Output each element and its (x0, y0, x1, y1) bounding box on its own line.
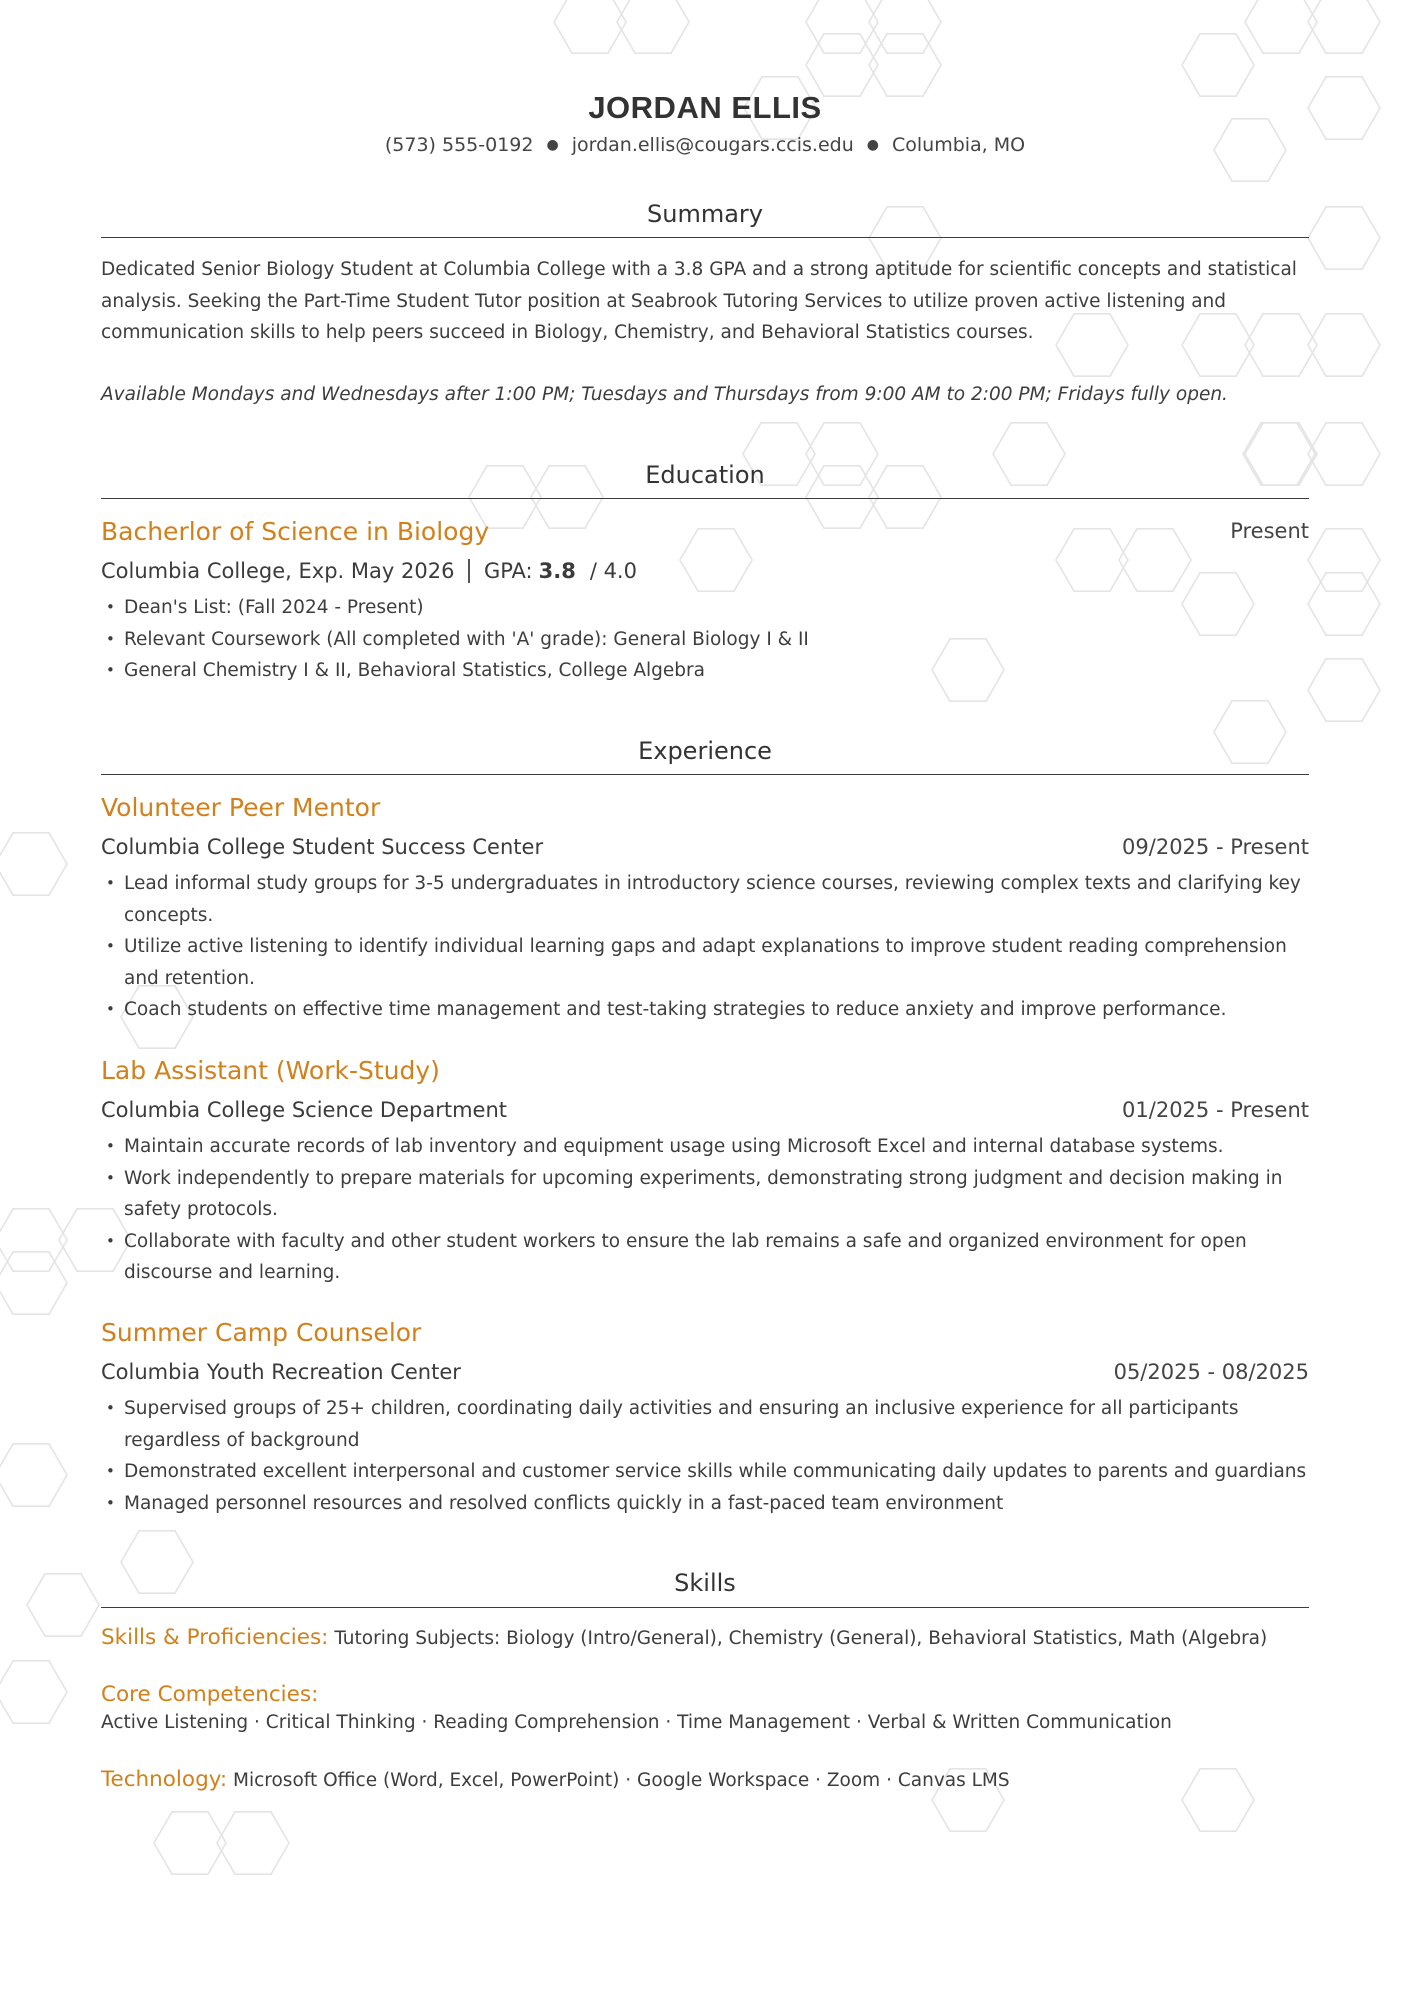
section-divider (101, 498, 1309, 499)
list-item: • Utilize active listening to identify individual learning gaps and adapt explanations to improve student reading comprehension and retention. (101, 931, 1309, 994)
availability-text: Available Mondays and Wednesdays after 1:00 PM; Tuesdays and Thursdays from 9:00 AM to 2:00 PM; Fridays fully open. (101, 384, 1228, 405)
gpa-scale: / 4.0 (589, 559, 637, 583)
job-dates: 09/2025 - Present (1122, 835, 1309, 859)
education-date: Present (1230, 519, 1309, 543)
technology-label: Technology: (101, 1767, 228, 1792)
job-organization: Columbia College Student Success Center (101, 835, 544, 859)
section-title-summary: Summary (647, 200, 763, 228)
section-title-experience: Experience (638, 737, 772, 765)
list-item: • Managed personnel resources and resolved conflicts quickly in a fast-paced team environment (101, 1488, 1309, 1520)
degree-title: Bacherlor of Science in Biology (101, 517, 490, 546)
list-item: • Maintain accurate records of lab inventory and equipment usage using Microsoft Excel and internal database systems. (101, 1131, 1309, 1163)
skills-proficiencies (101, 1624, 1309, 1653)
skills-proficiencies-text: Tutoring Subjects: Biology (Intro/General), Chemistry (General), Behavioral Statistics, Math (Algebra) (334, 1628, 1268, 1649)
job-bullets (101, 868, 1309, 1026)
section-divider (101, 1607, 1309, 1608)
list-item: • Dean's List: (Fall 2024 - Present) (101, 592, 1309, 624)
vertical-divider (468, 559, 470, 583)
list-item: • Relevant Coursework (All completed with 'A' grade): General Biology I & II (101, 624, 1309, 656)
gpa-value: 3.8 (538, 559, 576, 583)
job-title: Lab Assistant (Work-Study) (101, 1056, 440, 1085)
job-title: Summer Camp Counselor (101, 1318, 422, 1347)
list-item: • Lead informal study groups for 3-5 undergraduates in introductory science courses, reviewing complex texts and clarifying key concepts. (101, 868, 1309, 931)
phone-number: (573) 555-0192 (384, 134, 534, 156)
section-title-education: Education (645, 461, 765, 489)
section-divider (101, 237, 1309, 238)
job-dates: 05/2025 - 08/2025 (1113, 1360, 1309, 1384)
candidate-name: JORDAN ELLIS (588, 90, 822, 125)
list-item: • Demonstrated excellent interpersonal and customer service skills while communicating daily updates to parents and guardians (101, 1456, 1309, 1488)
resume-header (0, 88, 1410, 158)
skills-proficiencies-label: Skills & Proficiencies: (101, 1625, 329, 1650)
job-bullets (101, 1393, 1309, 1519)
core-competencies-label: Core Competencies: (101, 1682, 319, 1707)
contact-line (0, 132, 1410, 158)
email-address: jordan.ellis@cougars.ccis.edu (571, 134, 854, 156)
bullet-separator-icon: ● (866, 137, 879, 153)
bullet-separator-icon: ● (546, 137, 559, 153)
list-item: • General Chemistry I & II, Behavioral Statistics, College Algebra (101, 655, 1309, 687)
education-school-line (101, 557, 637, 585)
job-title: Volunteer Peer Mentor (101, 793, 381, 822)
school-name: Columbia College, Exp. May 2026 (101, 559, 455, 583)
technology-text: Microsoft Office (Word, Excel, PowerPoint) · Google Workspace · Zoom · Canvas LMS (233, 1770, 1010, 1791)
section-title-skills: Skills (674, 1569, 736, 1597)
job-organization: Columbia Youth Recreation Center (101, 1360, 461, 1384)
list-item: • Coach students on effective time management and test-taking strategies to reduce anxiety and improve performance. (101, 994, 1309, 1026)
job-organization: Columbia College Science Department (101, 1098, 508, 1122)
list-item: • Work independently to prepare materials for upcoming experiments, demonstrating strong judgment and decision making in safety protocols. (101, 1163, 1309, 1226)
technology-skills (101, 1766, 1309, 1795)
location: Columbia, MO (891, 134, 1026, 156)
section-divider (101, 774, 1309, 775)
job-bullets (101, 1131, 1309, 1289)
core-competencies-text: Active Listening · Critical Thinking · Reading Comprehension · Time Management · Verbal & Written Communication (101, 1712, 1172, 1733)
job-dates: 01/2025 - Present (1122, 1098, 1309, 1122)
summary-text: Dedicated Senior Biology Student at Columbia College with a 3.8 GPA and a strong aptitude for scientific concepts and statistical analysis. Seeking the Part-Time Student Tutor position at Seabrook Tutoring Services to utilize proven active listening and communication skills to help peers succeed in Biology, Chemistry, and Behavioral Statistics courses. (101, 259, 1297, 343)
gpa-label: GPA: (483, 559, 533, 583)
list-item: • Collaborate with faculty and other student workers to ensure the lab remains a safe and organized environment for open discourse and learning. (101, 1226, 1309, 1289)
core-competencies-label-line (101, 1681, 1309, 1710)
list-item: • Supervised groups of 25+ children, coordinating daily activities and ensuring an inclusive experience for all participants regardless of background (101, 1393, 1309, 1456)
education-bullets (101, 592, 1309, 687)
